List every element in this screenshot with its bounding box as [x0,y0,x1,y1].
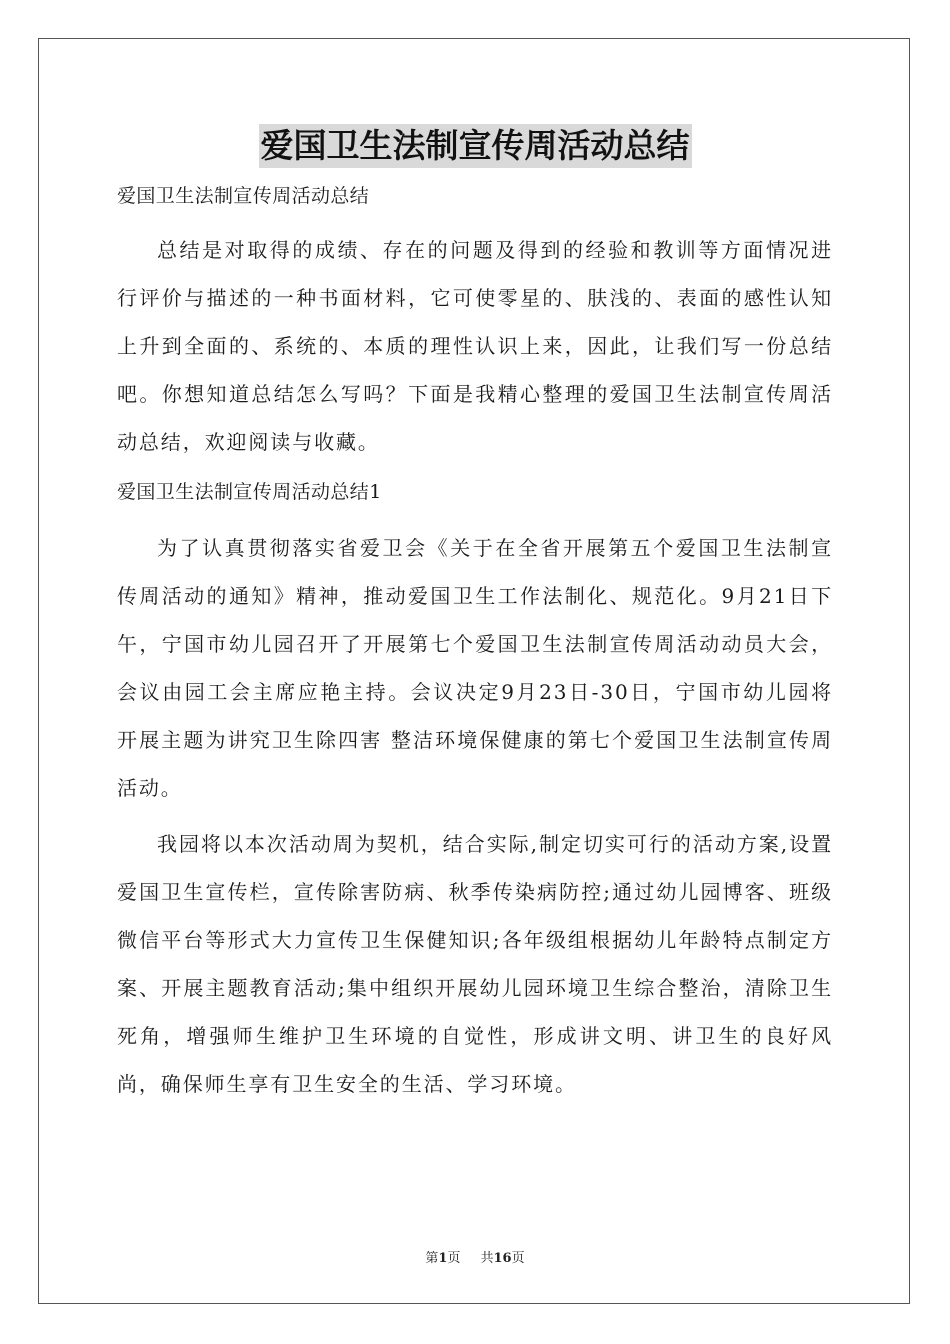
footer-page-number: 1 [438,1251,448,1266]
section-heading-1: 爱国卫生法制宣传周活动总结1 [117,481,382,503]
title-container [117,124,833,170]
document-subtitle: 爱国卫生法制宣传周活动总结 [117,185,370,207]
footer-total-prefix: 共 [480,1251,494,1266]
page-footer [0,1247,950,1266]
footer-prefix: 第 [425,1251,439,1266]
intro-paragraph: 总结是对取得的成绩、存在的问题及得到的经验和教训等方面情况进行评价与描述的一种书面材料，它可使零星的、肤浅的、表面的感性认知上升到全面的、系统的、本质的理性认识上来，因此，让我们写一份总结吧。你想知道总结怎么写吗？下面是我精心整理的爱国卫生法制宣传周活动总结，欢迎阅读与收藏。 [117,238,833,454]
section1-paragraph-2: 我园将以本次活动周为契机，结合实际,制定切实可行的活动方案,设置爱国卫生宣传栏，宣传除害防病、秋季传染病防控;通过幼儿园博客、班级微信平台等形式大力宣传卫生保健知识;各年级组根据幼儿年龄特点制定方案、开展主题教育活动;集中组织开展幼儿园环境卫生综合整治，清除卫生死角，增强师生维护卫生环境的自觉性，形成讲文明、讲卫生的良好风尚，确保师生享有卫生安全的生活、学习环境。 [117,832,833,1096]
footer-total-suffix: 页 [511,1251,525,1266]
section1-paragraph-1: 为了认真贯彻落实省爱卫会《关于在全省开展第五个爱国卫生法制宣传周活动的通知》精神，推动爱国卫生工作法制化、规范化。9月21日下午，宁国市幼儿园召开了开展第七个爱国卫生法制宣传周活动动员大会，会议由园工会主席应艳主持。会议决定9月23日-30日，宁国市幼儿园将开展主题为讲究卫生除四害 整洁环境保健康的第七个爱国卫生法制宣传周活动。 [117,536,833,800]
document-body [117,124,833,1108]
footer-page-suffix: 页 [447,1251,461,1266]
document-title: 爱国卫生法制宣传周活动总结 [259,124,692,168]
footer-total-pages: 16 [493,1251,512,1266]
